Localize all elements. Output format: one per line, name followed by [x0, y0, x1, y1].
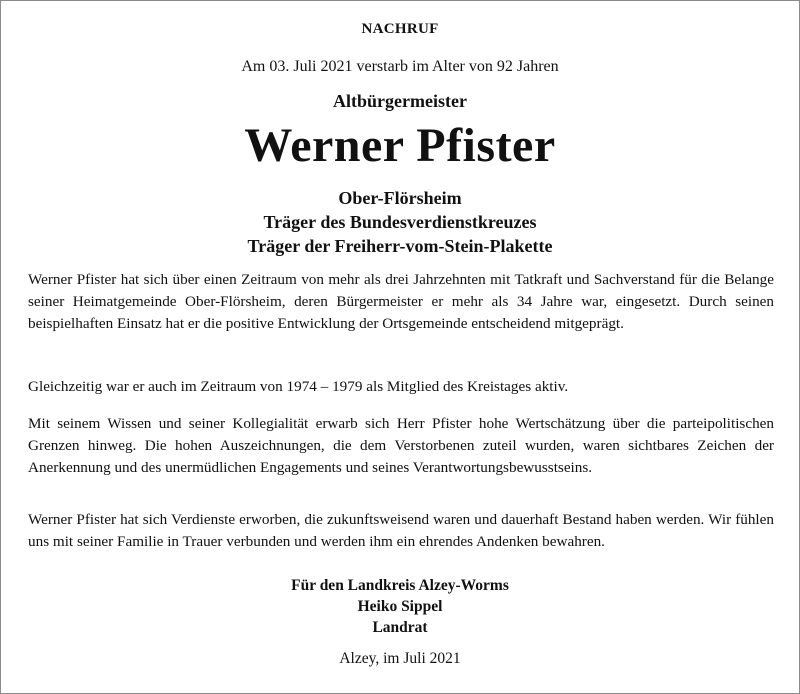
- signature-person: Heiko Sippel: [357, 598, 443, 615]
- signature-block: [0, 575, 800, 638]
- place-date: Alzey, im Juli 2021: [339, 650, 461, 667]
- paragraph-career: Werner Pfister hat sich über einen Zeitraum von mehr als drei Jahrzehnten mit Tatkraft und Sachverstand für die Belange seiner Heimatgemeinde Ober-Flörsheim, deren Bürgermeister er mehr als 34 Jahre war, eingesetzt. Durch seinen beispielhaften Einsatz hat er die positive Entwicklung der Ortsgemeinde entscheidend mitgeprägt.: [28, 271, 774, 332]
- signature-role: Landrat: [372, 619, 428, 636]
- honor-stein-plaque: Träger der Freiherr-vom-Stein-Plakette: [247, 236, 553, 256]
- honors-list: [0, 186, 800, 258]
- paragraph-condolence: Werner Pfister hat sich Verdienste erworben, die zukunftsweisend waren und dauerhaft Bestand haben werden. Wir fühlen uns mit seiner Familie in Trauer verbunden und werden ihm ein ehrendes Andenken bewahren.: [28, 511, 774, 550]
- hometown: Ober-Flörsheim: [338, 188, 462, 208]
- obituary-label: NACHRUF: [361, 21, 439, 37]
- paragraph-district-council: Gleichzeitig war er auch im Zeitraum von 1974 – 1979 als Mitglied des Kreistages aktiv.: [28, 378, 569, 395]
- honor-federal-cross: Träger des Bundesverdienstkreuzes: [263, 212, 537, 232]
- signature-organization: Für den Landkreis Alzey-Worms: [291, 577, 509, 594]
- deceased-name: Werner Pfister: [244, 119, 556, 172]
- paragraph-appreciation: Mit seinem Wissen und seiner Kollegialität erwarb sich Herr Pfister hohe Wertschätzung über die parteipolitischen Grenzen hinweg. Die hohen Auszeichnungen, die dem Verstorbenen zuteil wurden, waren sichtbares Zeichen der Anerkennung und des unermüdlichen Engagements und seines Verantwortungsbewusstseins.: [28, 415, 774, 476]
- honorary-title: Altbürgermeister: [333, 91, 467, 111]
- death-notice-line: Am 03. Juli 2021 verstarb im Alter von 92 Jahren: [241, 58, 559, 75]
